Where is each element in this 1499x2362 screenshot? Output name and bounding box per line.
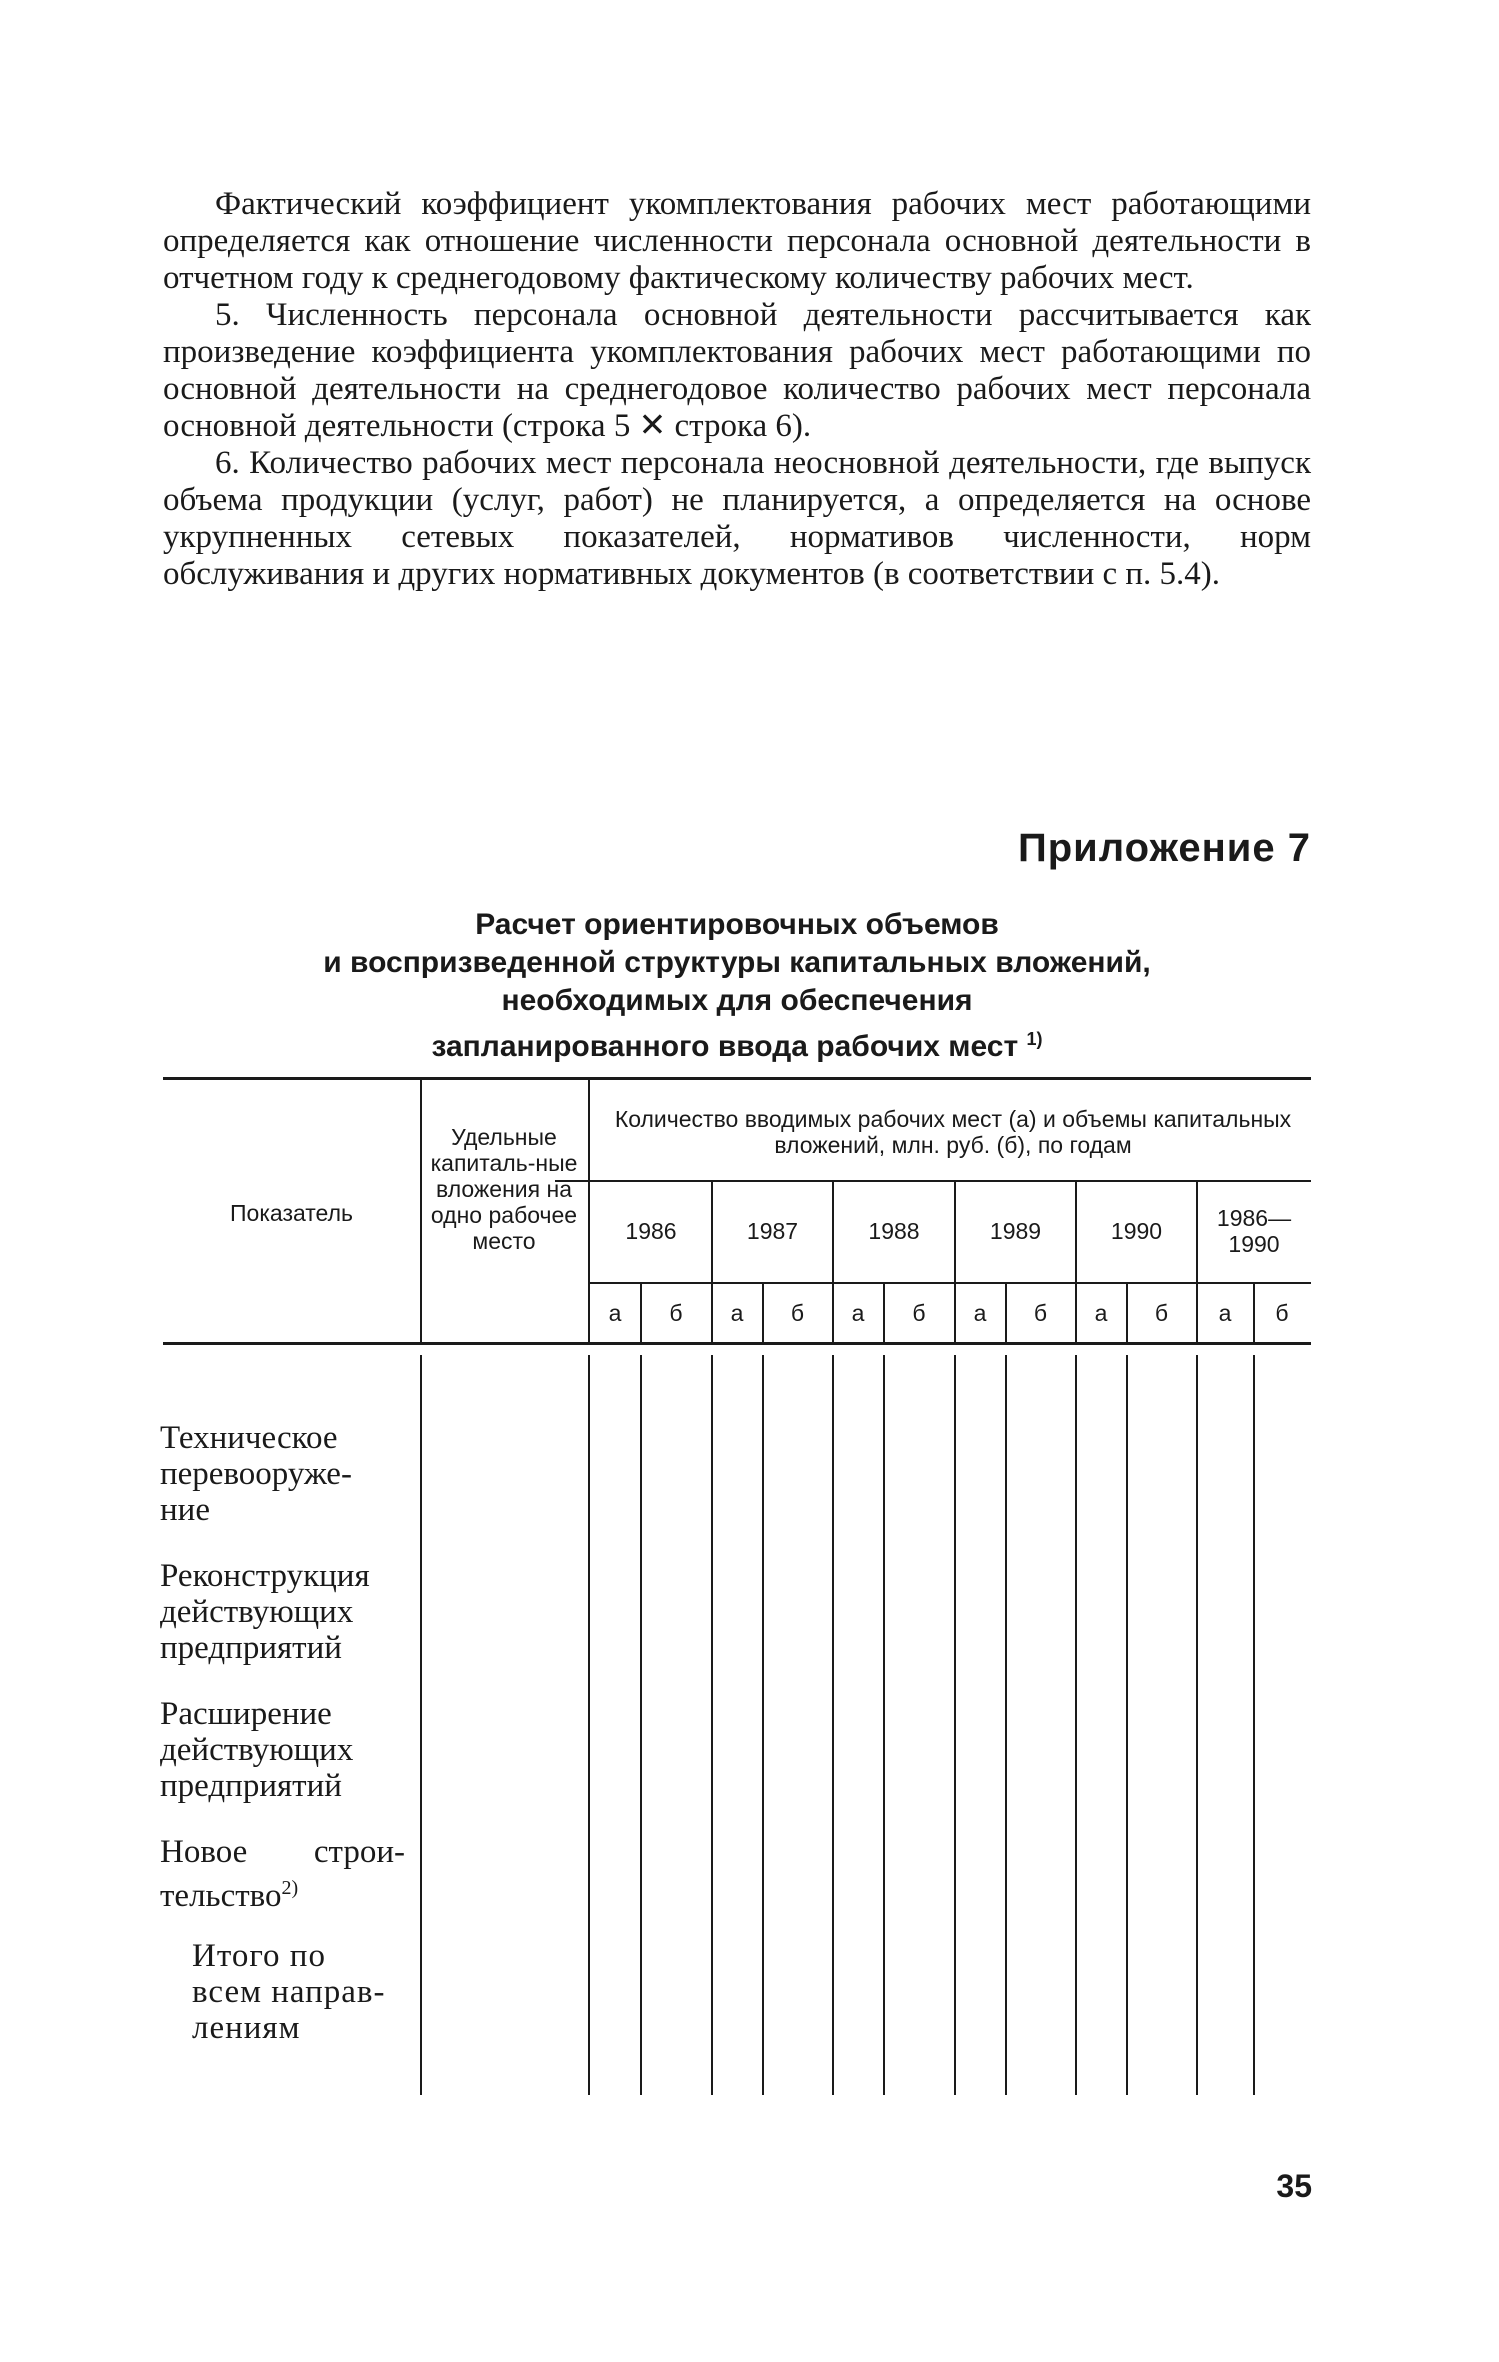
col-line-indicator [420,1355,422,2095]
col-line-specific [588,1355,590,2095]
col-line-1987 [711,1355,713,2095]
col-line-total-header [1196,1182,1198,1342]
row-new-construction-footnote: 2) [281,1877,299,1899]
table-header-bottom-rule [163,1342,1311,1345]
sub-b-total: б [1275,1300,1289,1326]
col-line-ab-total-header [1253,1284,1255,1342]
sub-a-1989: а [973,1300,987,1326]
row-total: Итого по всем направ-лениям [192,1938,386,2046]
header-indicator: Показатель [230,1200,353,1226]
col-line-ab-1989 [1005,1355,1007,2095]
table-title-footnote-mark: 1) [1026,1029,1043,1049]
sub-b-1988: б [912,1300,926,1326]
col-line-ab-1990 [1126,1355,1128,2095]
col-line-total [1196,1355,1198,2095]
sub-b-1987: б [790,1300,805,1326]
header-specific-investment: Удельные капиталь-ные вложения на одно рабочее место [430,1124,578,1254]
table-title-line-4 [163,1020,1311,1066]
year-1986: 1986 [625,1218,677,1244]
year-1990: 1990 [1110,1218,1163,1244]
col-line-1988 [832,1355,834,2095]
year-1989: 1989 [989,1218,1042,1244]
table-title-line-1: Расчет ориентировочных объемов [475,908,999,941]
sub-a-1988: а [851,1300,865,1326]
table-title-line-3: необходимых для обеспечения [501,984,973,1017]
col-line-ab-1990-header [1126,1284,1128,1342]
header-group: Количество вводимых рабочих мест (а) и объемы капитальных вложений, млн. руб. (б), по годам [614,1106,1292,1158]
sub-b-1990: б [1154,1300,1169,1326]
col-line-ab-1987-header [762,1284,764,1342]
year-total: 1986—1990 [1216,1205,1292,1257]
col-line-ab-1986 [640,1355,642,2095]
row-expansion: Расширение действующих предприятий [160,1696,354,1804]
sub-a-1990: а [1094,1300,1108,1326]
row-new-construction [160,1834,405,1914]
col-line-1989 [954,1355,956,2095]
year-1987: 1987 [746,1218,799,1244]
sub-a-1987: а [730,1300,744,1326]
sub-b-1989: б [1033,1300,1048,1326]
col-line-1989-header [954,1182,956,1342]
col-line-1990-header [1075,1182,1077,1342]
col-line-ab-1989-header [1005,1284,1007,1342]
col-line-indicator-header [420,1080,422,1342]
row-reconstruction: Реконструкция действующих предприятий [160,1558,370,1666]
col-line-specific-header [588,1080,590,1342]
row-technical-reequipment: Техническое перевооруже-ние [160,1420,352,1528]
paragraph-2: 5. Численность персонала основной деятельности рассчитывается как произведение коэффициента укомплектования рабочих мест работающими по основной деятельности на среднегодовое количество рабочих мест персонала основной деятельности (строка 5 ✕ строка 6). [163,297,1311,444]
paragraph-1: Фактический коэффициент укомплектования рабочих мест работающими определяется как отношение численности персонала основной деятельности в отчетном году к среднегодовому фактическому количеству рабочих мест. [163,186,1311,296]
col-line-ab-1988 [883,1355,885,2095]
col-line-ab-1986-header [640,1284,642,1342]
col-line-ab-1988-header [883,1284,885,1342]
row-new-construction-label: Новое строи-тельство [160,1834,405,1914]
col-line-1987-header [711,1182,713,1342]
col-line-ab-1987 [762,1355,764,2095]
appendix-title: Приложение 7 [1018,826,1311,870]
col-line-1990 [1075,1355,1077,2095]
year-header-rule [590,1282,1311,1284]
table-title-line-4-text: запланированного ввода рабочих мест [431,1030,1019,1063]
sub-a-1986: а [608,1300,622,1326]
year-1988: 1988 [868,1218,920,1244]
col-line-ab-total [1253,1355,1255,2095]
page-number: 35 [1276,2168,1312,2204]
table-title-line-2: и воспризведенной структуры капитальных вложений, [323,946,1151,979]
col-line-1988-header [832,1182,834,1342]
body-text [163,186,1311,593]
sub-a-total: а [1218,1300,1232,1326]
paragraph-3: 6. Количество рабочих мест персонала неосновной деятельности, где выпуск объема продукции (услуг, работ) не планируется, а определяется на основе укрупненных сетевых показателей, нормативов численности, норм обслуживания и других нормативных документов (в соответствии с п. 5.4). [163,445,1311,592]
sub-b-1986: б [669,1300,683,1326]
table-top-rule [163,1077,1311,1080]
table-title [163,906,1311,1066]
